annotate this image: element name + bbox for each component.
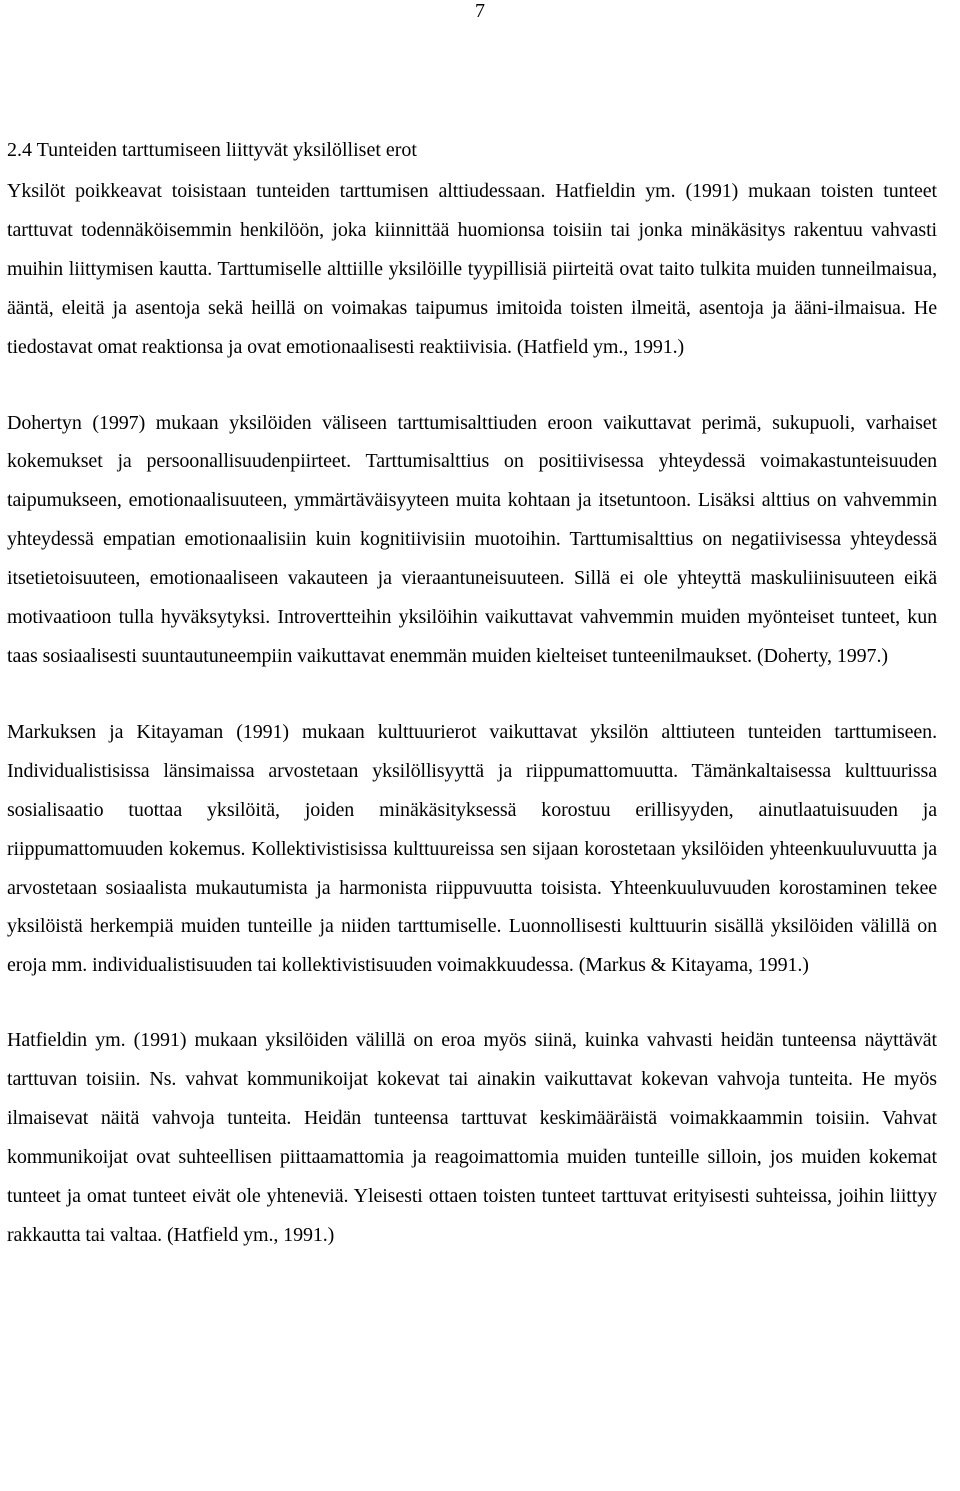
paragraph: Hatfieldin ym. (1991) mukaan yksilöiden välillä on eroa myös siinä, kuinka vahvasti heidän tunteensa näyttävät tarttuvan toisiin. Ns. vahvat kommunikoijat kokevat tai ainakin vaikuttavat kokevan vahvoja tunteita. He myös ilmaisevat näitä vahvoja tunteita. Heidän tunteensa tarttuvat keskimääräistä voimakkaammin toisiin. Vahvat kommunikoijat ovat suhteellisen piittaamattomia ja reagoimattomia muiden tunteille silloin, jos muiden kokemat tunteet ja omat tunteet eivät ole yhteneviä. Yleisesti ottaen toisten tunteet tarttuvat erityisesti suhteissa, joihin liittyy rakkautta tai valtaa. (Hatfield ym., 1991.) xyxy=(7,1029,937,1246)
paragraph: Markuksen ja Kitayaman (1991) mukaan kulttuurierot vaikuttavat yksilön alttiuteen tunteiden tarttumiseen. Individualistisissa länsimaissa arvostetaan yksilöllisyyttä ja riippumattomuutta. Tämänkaltaisessa kulttuurissa sosialisaatio tuottaa yksilöitä, joiden minäkäsityksessä korostuu erillisyyden, ainutlaatuisuuden ja riippumattomuuden kokemus. Kollektivistisissa kulttuureissa sen sijaan korostetaan yksilöiden yhteenkuuluvuutta ja arvostetaan sosiaalista mukautumista ja harmonista riippuvuutta toisista. Yhteenkuuluvuuden korostaminen tekee yksilöistä herkempiä muiden tunteille ja niiden tarttumiselle. Luonnollisesti kulttuurin sisällä yksilöiden välillä on eroja mm. individualistisuuden tai kollektivistisuuden voimakkuudessa. (Markus & Kitayama, 1991.) xyxy=(7,720,937,977)
section-heading: 2.4 Tunteiden tarttumiseen liittyvät yksilölliset erot xyxy=(7,139,417,161)
page-number: 7 xyxy=(475,0,485,22)
paragraph-spacer xyxy=(7,985,937,1021)
paragraph-spacer xyxy=(7,676,937,713)
page-content xyxy=(7,128,937,1255)
paragraph: Dohertyn (1997) mukaan yksilöiden väliseen tarttumisalttiuden eroon vaikuttavat perimä, sukupuoli, varhaiset kokemukset ja persoonallisuudenpiirteet. Tarttumisalttius on positiivisessa yhteydessä voimakastunteisuuden taipumukseen, emotionaalisuuteen, ymmärtäväisyyteen muita kohtaan ja itsetuntoon. Lisäksi alttius on vahvemmin yhteydessä empatian emotionaalisiin kuin kognitiivisiin muotoihin. Tarttumisalttius on negatiivisessa yhteydessä itsetietoisuuteen, emotionaaliseen vakauteen ja vieraantuneisuuteen. Sillä ei ole yhteyttä maskuliinisuuteen eikä motivaatioon tulla hyväksytyksi. Introvertteihin yksilöihin vaikuttavat vahvemmin muiden myönteiset tunteet, kun taas sosiaalisesti suuntautuneempiin vaikuttavat enemmän muiden kielteiset tunteenilmaukset. (Doherty, 1997.) xyxy=(7,411,937,667)
paragraph: Yksilöt poikkeavat toisistaan tunteiden tarttumisen alttiudessaan. Hatfieldin ym. (1991) mukaan toisten tunteet tarttuvat todennäköisemmin henkilöön, joka kiinnittää huomionsa toisiin tai jonka minäkäsitys rakentuu vahvasti muihin liittymisen kautta. Tarttumiselle alttiille yksilöille tyypillisiä piirteitä ovat taito tulkita muiden tunneilmaisua, ääntä, eleitä ja asentoja sekä heillä on voimakas taipumus imitoida toisten ilmeitä, asentoja ja ääni-ilmaisua. He tiedostavat omat reaktionsa ja ovat emotionaalisesti reaktiivisia. (Hatfield ym., 1991.) xyxy=(7,180,937,358)
paragraph-spacer xyxy=(7,367,937,404)
